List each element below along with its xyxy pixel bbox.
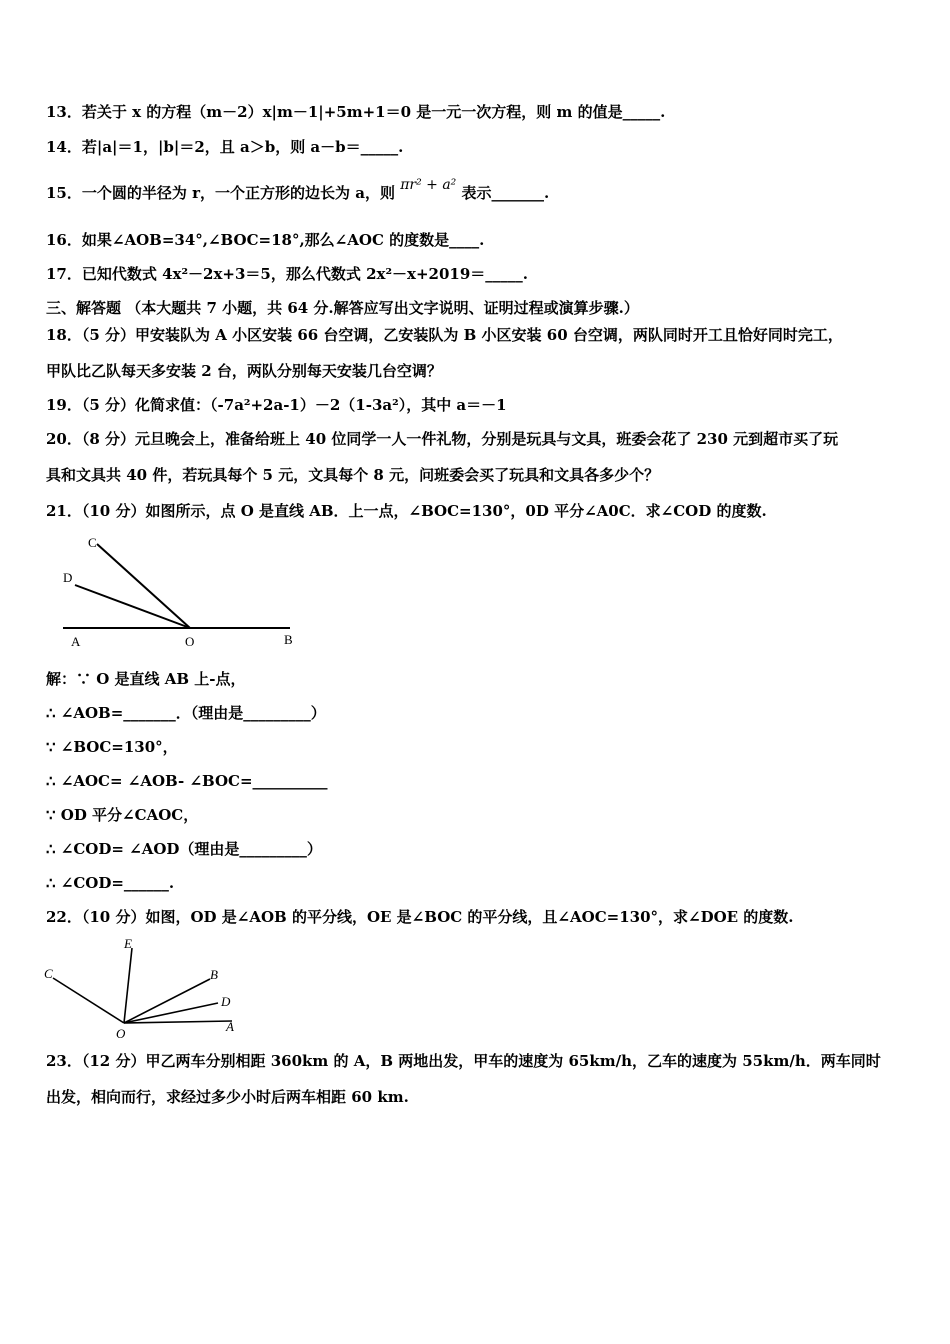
question-18-line1: 18．（5 分）甲安装队为 A 小区安装 66 台空调，乙安装队为 B 小区安装 60 台空调，两队同时开工且恰好同时完工， xyxy=(46,326,843,344)
q21-solution-line-6: ∴ ∠COD= ∠AOD（理由是_________） xyxy=(46,840,322,858)
question-23-line2: 出发，相向而行，求经过多少小时后两车相距 60 km. xyxy=(46,1088,409,1106)
q21-solution-line-1: 解：∵ O 是直线 AB 上-点， xyxy=(46,670,246,688)
ray-od xyxy=(75,585,190,628)
question-23-line1: 23．（12 分）甲乙两车分别相距 360km 的 A，B 两地出发，甲车的速度为 65km/h，乙车的速度为 55km/h．两车同时 xyxy=(46,1052,881,1070)
label-c: C xyxy=(44,966,53,981)
question-20-line2: 具和文具共 40 件，若玩具每个 5 元，文具每个 8 元，问班委会买了玩具和文具各多少个？ xyxy=(46,466,660,484)
label-d: D xyxy=(63,570,73,585)
label-o: O xyxy=(116,1026,126,1041)
label-b: B xyxy=(210,967,218,982)
q21-solution-line-5: ∵ OD 平分∠CAOC， xyxy=(46,806,199,824)
q21-solution-line-7: ∴ ∠COD=______. xyxy=(46,874,175,892)
ray-oa xyxy=(124,1021,232,1023)
question-20-line1: 20．（8 分）元旦晚会上，准备给班上 40 位同学一人一件礼物，分别是玩具与文具，班委会花了 230 元到超市买了玩 xyxy=(46,430,839,448)
question-15-formula: πr² + a² xyxy=(400,177,457,193)
question-19: 19．（5 分）化简求值：（-7a²+2a-1）－2（1-3a²），其中 a＝－1 xyxy=(46,396,507,414)
label-o: O xyxy=(185,634,195,649)
label-d: D xyxy=(221,994,231,1009)
question-15-text: 15．一个圆的半径为 r，一个正方形的边长为 a，则 xyxy=(46,184,395,202)
ray-oc xyxy=(97,544,190,628)
question-21: 21．（10 分）如图所示，点 O 是直线 AB．上一点，∠BOC=130°，0D 平分∠A0C．求∠COD 的度数. xyxy=(46,502,767,520)
q21-solution-line-3: ∵ ∠BOC=130°， xyxy=(46,738,178,756)
label-e: E xyxy=(124,936,132,951)
question-15-tail: 表示_______. xyxy=(461,184,550,202)
question-18-line2: 甲队比乙队每天多安装 2 台，两队分别每天安装几台空调？ xyxy=(46,362,442,380)
ray-oc xyxy=(53,978,124,1023)
figure-21 xyxy=(55,533,305,651)
q21-solution-line-2: ∴ ∠AOB=_______．（理由是_________） xyxy=(46,704,326,722)
question-17: 17．已知代数式 4x²－2x+3＝5，那么代数式 2x²－x+2019＝_____. xyxy=(46,265,529,283)
question-15 xyxy=(46,177,550,204)
label-a: A xyxy=(226,1019,234,1034)
question-13: 13．若关于 x 的方程（m－2）x|m－1|+5m+1＝0 是一元一次方程，则 m 的值是_____. xyxy=(46,103,666,121)
q21-solution-line-4: ∴ ∠AOC= ∠AOB- ∠BOC=__________ xyxy=(46,772,328,790)
ray-od xyxy=(124,1003,218,1023)
question-16: 16．如果∠AOB=34°,∠BOC=18°,那么∠AOC 的度数是____. xyxy=(46,231,485,249)
section-3-heading: 三、解答题 （本大题共 7 小题，共 64 分.解答应写出文字说明、证明过程或演算步骤.） xyxy=(46,299,639,317)
question-14: 14．若|a|＝1，|b|＝2，且 a＞b，则 a－b＝_____. xyxy=(46,138,404,156)
question-22: 22．（10 分）如图，OD 是∠AOB 的平分线，OE 是∠BOC 的平分线，且∠AOC=130°，求∠DOE 的度数. xyxy=(46,908,794,926)
ray-ob xyxy=(124,979,210,1023)
label-c: C xyxy=(88,535,97,550)
label-b: B xyxy=(284,632,293,647)
label-a: A xyxy=(71,634,81,649)
ray-oe xyxy=(124,948,132,1023)
figure-22 xyxy=(40,935,250,1043)
